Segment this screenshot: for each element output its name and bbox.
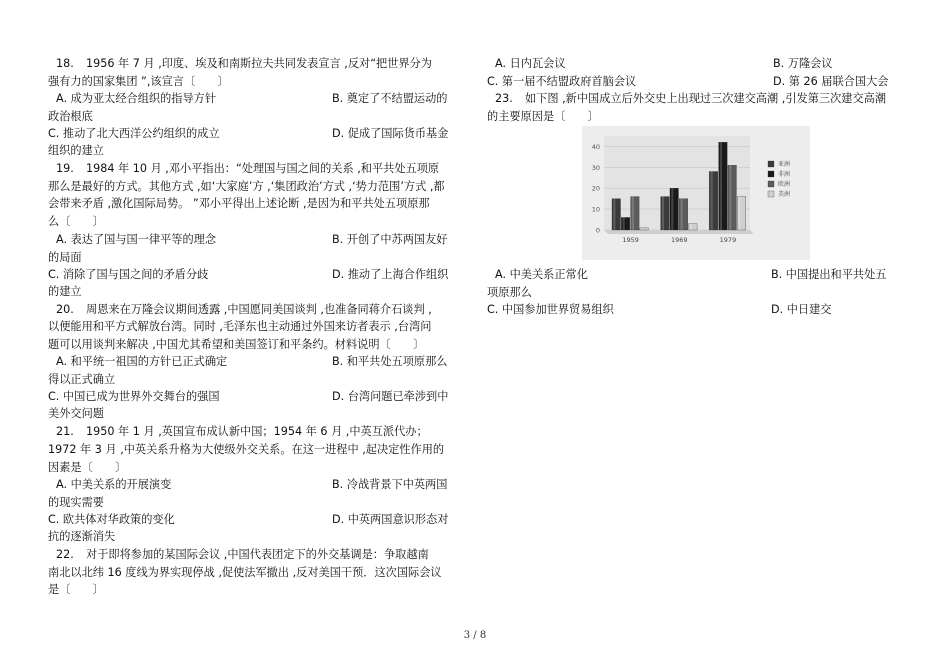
bar-highlight [711,172,713,230]
option-c[interactable]: C. 中国参加世界贸易组织 [487,303,614,316]
x-tick-label: 1969 [670,236,688,244]
option-c[interactable]: C. 消除了国与国之间的矛盾分歧 [48,267,209,281]
option-b[interactable]: B. 奠定了不结盟运动的 [332,92,448,106]
options [48,353,460,423]
option-b-continued: 的现实需要 [48,496,104,510]
option-b[interactable]: B. 中国提出和平共处五 [771,268,887,281]
bar-highlight [690,224,692,230]
bar [719,142,728,230]
question-stem: 周恩来在万隆会议期间透露 ,中国愿同美国谈判 ,也准备同蒋介石谈判 , [86,302,432,316]
y-tick-label: 10 [591,205,600,214]
chart-svg [582,126,810,260]
question-stem: 南北以北纬 16 度线为界实现停战 ,促使法军撤出 ,反对美国干预．这次国际会议 [48,565,442,579]
question-22-options [487,55,902,90]
bar-highlight [729,165,731,230]
question-stem: 以便能用和平方式解放台湾。同时 ,毛泽东也主动通过外国来访者表示 ,台湾问 [48,320,432,334]
y-tick-label: 0 [595,226,600,235]
question-stem: 1956 年 7 月 ,印度、埃及和南斯拉夫共同发表宣言 ,反对“把世界分为 [86,57,432,70]
option-c[interactable]: C. 推动了北大西洋公约组织的成立 [48,127,220,141]
legend-label: 欧洲 [778,181,791,188]
question-stem: 那么是最好的方式。其他方式 ,如‘大家庭’方 ,‘集团政治’方式 ,‘势力范围’方式 ,都 [48,179,445,193]
question-number: 19. [56,162,74,176]
option-b-continued: 的局面 [48,250,82,264]
option-d[interactable]: D. 中英两国意识形态对 [332,513,449,527]
y-tick-label: 20 [591,184,600,193]
option-a[interactable]: A. 日内瓦会议 [495,57,566,70]
question-19 [48,160,460,300]
legend-swatch [768,191,774,197]
question-stem: 是〔 〕 [48,583,104,597]
bar-highlight [632,197,634,230]
option-c[interactable]: C. 欧共体对华政策的变化 [48,513,175,527]
bar-highlight [641,228,643,230]
options [487,266,902,318]
option-d[interactable]: D. 台湾问题已牵涉到中 [332,390,449,404]
bar-highlight [739,197,741,230]
legend-label: 亚洲 [778,161,791,168]
bar-highlight [671,188,673,230]
bar-highlight [623,217,625,230]
option-b-continued: 得以正式确立 [48,373,116,387]
x-tick-label: 1959 [622,236,639,244]
option-a[interactable]: A. 成为亚太经合组织的指导方针 [56,92,217,106]
question-stem: 1950 年 1 月 ,英国宣布成认新中国；1954 年 6 月 ,中英互派代办； [86,425,428,439]
diplomacy-bar-chart [582,126,810,260]
question-stem: 会带来矛盾 ,激化国际局势。 ”邓小平得出上述论断 ,是因为和平共处五项原那 [48,197,430,211]
question-number: 18. [56,57,74,70]
option-d[interactable]: D. 第 26 届联合国大会 [773,75,889,88]
right-column [487,55,902,125]
question-number: 20. [56,302,74,316]
option-d-continued: 美外交问题 [48,407,104,421]
legend-swatch [768,161,774,167]
bar-highlight [681,199,683,230]
option-a[interactable]: A. 中美关系正常化 [495,268,588,281]
options [48,476,460,546]
chart-floor [604,230,754,234]
left-column [48,55,460,599]
option-b-continued: 项原那么 [487,286,532,299]
bar-highlight [662,197,664,230]
question-stem: 的主要原因是〔 〕 [487,109,599,123]
bar-highlight [613,199,615,230]
question-stem: 如下图 ,新中国成立后外交史上出现过三次建交高潮 ,引发第三次建交高潮 [525,92,887,105]
question-stem: 题可以用谈判来解决 ,中国尤其希望和美国签订和平条约。材料说明〔 〕 [48,337,425,351]
option-d[interactable]: D. 促成了国际货币基金 [332,127,449,141]
question-20 [48,301,460,424]
question-18 [48,55,460,160]
legend-label: 非洲 [778,171,791,178]
question-number: 21. [56,425,74,439]
option-c[interactable]: C. 中国已成为世界外交舞台的强国 [48,390,220,404]
option-a[interactable]: A. 中美关系的开展演变 [56,478,172,492]
question-stem: 1972 年 3 月 ,中英关系升格为大使级外交关系。在这一进程中 ,起决定性作用的 [48,442,445,456]
question-stem: 因素是〔 〕 [48,460,127,474]
legend-swatch [768,181,774,187]
y-tick-label: 30 [591,163,600,172]
question-number: 22. [56,548,74,562]
question-stem: 对于即将参加的某国际会议 ,中国代表团定下的外交基调是：争取越南 [86,548,429,562]
option-b[interactable]: B. 万隆会议 [773,57,833,70]
option-a[interactable]: A. 表达了国与国一律平等的理念 [56,232,217,246]
option-b[interactable]: B. 和平共处五项原那么 [332,355,448,369]
option-b[interactable]: B. 开创了中苏两国友好 [332,232,448,246]
option-b[interactable]: B. 冷战背景下中英两国 [332,478,448,492]
question-23-options [487,266,902,318]
legend-label: 美洲 [778,191,791,198]
question-stem: 1984 年 10 月 ,邓小平指出：“处理国与国之间的关系 ,和平共处五项原 [86,162,440,176]
bar-highlight [720,142,722,230]
option-d[interactable]: D. 推动了上海合作组织 [332,267,449,281]
option-b-continued: 政治根底 [48,110,93,124]
legend-swatch [768,171,774,177]
option-a[interactable]: A. 和平统一祖国的方针已正式确定 [56,355,228,369]
option-d[interactable]: D. 中日建交 [771,303,832,316]
page-number: 3 / 8 [463,630,487,641]
options [48,90,460,160]
question-stem: 强有力的国家集团 ”,该宣言〔 〕 [48,74,229,88]
question-number: 23. [495,92,513,105]
question-23 [487,90,902,125]
question-21 [48,423,460,546]
question-stem: 么〔 〕 [48,214,104,228]
question-22 [48,546,460,599]
x-tick-label: 1979 [719,236,737,244]
options [48,231,460,301]
option-d-continued: 组织的建立 [48,144,104,158]
y-tick-label: 40 [591,142,600,151]
option-d-continued: 抗的逐渐消失 [48,530,116,544]
option-d-continued: 的建立 [48,284,82,298]
option-c[interactable]: C. 第一届不结盟政府首脑会议 [487,75,637,88]
